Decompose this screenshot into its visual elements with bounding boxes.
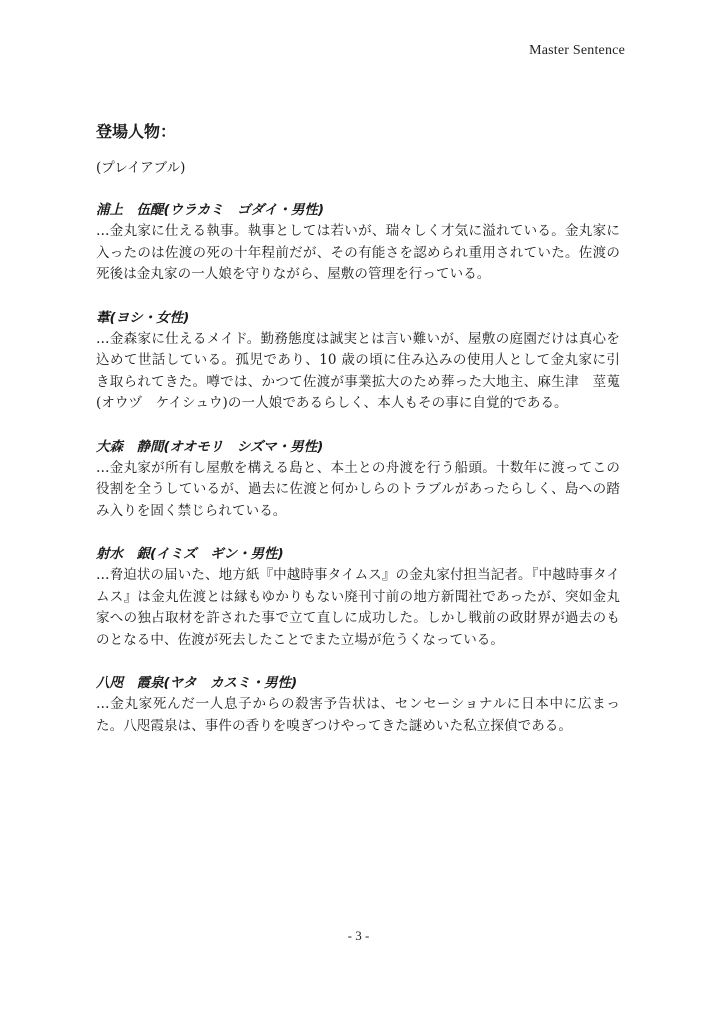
character-name: 浦上 伍醍(ウラカミ ゴダイ・男性) xyxy=(96,202,325,218)
character-description: …金丸家に仕える執事。執事としては若いが、瑞々しく才気に溢れている。金丸家に入ったのは佐渡の死の十年程前だが、その有能さを認められ重用されていた。佐渡の死後は金丸家の一人娘を守りながら、屋敷の管理を行っている。 xyxy=(96,223,620,282)
character-entry xyxy=(96,200,620,286)
character-name: 八咫 霞泉(ヤタ カスミ・男性) xyxy=(96,675,298,691)
character-entry xyxy=(96,544,620,651)
section-title: 登場人物： xyxy=(96,122,177,141)
character-description: …金丸家が所有し屋敷を構える島と、本土との舟渡を行う船頭。十数年に渡ってこの役割を全うしているが、過去に佐渡と何かしらのトラブルがあったらしく、島への踏み入りを固く禁じられている。 xyxy=(96,459,620,519)
section-subtitle: (プレイアブル) xyxy=(96,160,186,176)
character-description: …金森家に仕えるメイド。勤務態度は誠実とは言い難いが、屋敷の庭園だけは真心を込めて世話している。孤児であり、10 歳の頃に住み込みの使用人として金丸家に引き取られてきた。噂では、かつて佐渡が事業拡大のため葬った大地主、麻生津 莖蒐(オウヅ ケイシュウ)の一人娘であるらしく、本人もその事に自覚的である。 xyxy=(96,330,620,411)
page-number: - 3 - xyxy=(347,928,370,943)
character-entry xyxy=(96,308,620,415)
character-name: 射水 銀(イミズ ギン・男性) xyxy=(96,546,284,562)
character-name: 大森 静間(オオモリ シズマ・男性) xyxy=(96,438,324,455)
page-content xyxy=(96,120,620,759)
character-entry xyxy=(96,673,620,737)
character-description: …金丸家死んだ一人息子からの殺害予告状は、センセーショナルに日本中に広まった。八咫霞泉は、事件の香りを嗅ぎつけやってきた謎めいた私立探偵である。 xyxy=(96,696,620,734)
running-header: Master Sentence xyxy=(529,43,625,58)
character-entry xyxy=(96,437,620,523)
character-name: 葦(ヨシ・女性) xyxy=(96,309,190,326)
character-description: …脅迫状の届いた、地方紙『中越時事タイムス』の金丸家付担当記者。『中越時事タイムス』は金丸佐渡とは縁もゆかりもない廃刊寸前の地方新聞社であったが、突如金丸家への独占取材を許された事で立て直しに成功した。しかし戦前の政財界が過去のものとなる中、佐渡が死去したことでまた立場が危うくなっている。 xyxy=(96,567,620,648)
